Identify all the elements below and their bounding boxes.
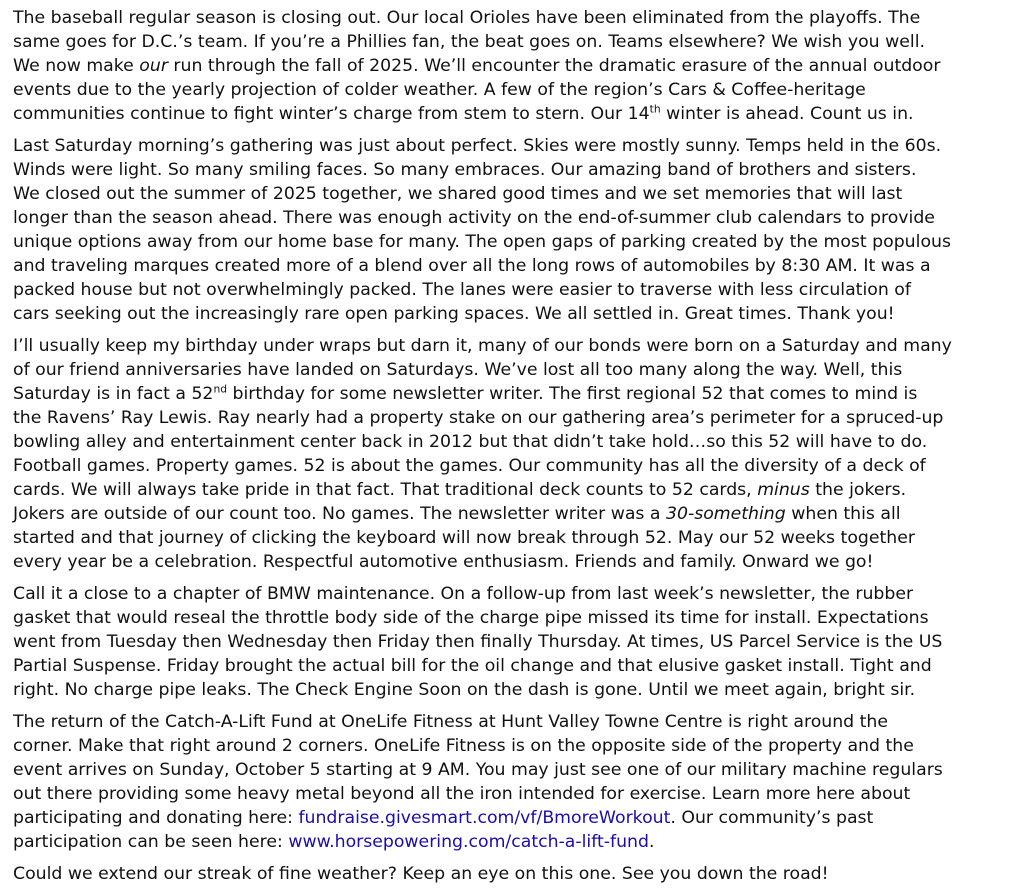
text-line: We closed out the summer of 2025 together, we shared good times and we set memories that will last <box>13 184 903 204</box>
text-run: cards. We will always take pride in that fact. That traditional deck counts to 52 cards, <box>13 480 758 500</box>
emphasis-text: 30-something <box>666 504 786 524</box>
text-line <box>13 54 1014 78</box>
text-line <box>13 830 1014 854</box>
text-run: winter is ahead. Count us in. <box>660 104 914 124</box>
text-line: out there providing some heavy metal beyond all the iron intended for exercise. Learn more here about <box>13 784 911 804</box>
text-line: corner. Make that right around 2 corners. OneLife Fitness is on the opposite side of the property and the <box>13 736 914 756</box>
text-run: communities continue to fight winter’s charge from stem to stern. Our 14 <box>13 104 650 124</box>
paragraph-season-intro <box>13 6 1014 126</box>
text-run: Saturday is in fact a 52 <box>13 384 214 404</box>
text-line <box>13 382 1014 406</box>
text-run: run through the fall of 2025. We’ll encounter the dramatic erasure of the annual outdoor <box>167 56 941 76</box>
text-run: . Our community’s past <box>670 808 874 828</box>
ordinal-suffix: nd <box>213 382 228 396</box>
text-line: The baseball regular season is closing out. Our local Orioles have been eliminated from the playoffs. The <box>13 8 921 28</box>
text-line: Last Saturday morning’s gathering was just about perfect. Skies were mostly sunny. Temps held in the 60s. <box>13 136 942 156</box>
text-line <box>13 478 1014 502</box>
text-line: Could we extend our streak of fine weather? Keep an eye on this one. See you down the road! <box>13 864 829 884</box>
text-line: started and that journey of clicking the keyboard will now break through 52. May our 52 weeks together <box>13 528 915 548</box>
horsepowering-link[interactable]: www.horsepowering.com/catch-a-lift-fund <box>288 832 649 852</box>
text-line: packed house but not overwhelmingly packed. The lanes were easier to traverse with less circulation of <box>13 280 911 300</box>
text-line <box>13 102 1014 126</box>
text-line: The return of the Catch-A-Lift Fund at OneLife Fitness at Hunt Valley Towne Centre is right around the <box>13 712 889 732</box>
givesmart-link[interactable]: fundraise.givesmart.com/vf/BmoreWorkout <box>298 808 671 828</box>
text-line: Football games. Property games. 52 is about the games. Our community has all the diversity of a deck of <box>13 456 926 476</box>
ordinal-suffix: th <box>649 102 661 116</box>
text-line: right. No charge pipe leaks. The Check Engine Soon on the dash is gone. Until we meet again, bright sir. <box>13 680 916 700</box>
emphasis-text: our <box>139 56 168 76</box>
text-run: when this all <box>785 504 901 524</box>
text-line: event arrives on Sunday, October 5 starting at 9 AM. You may just see one of our military machine regulars <box>13 760 943 780</box>
text-line: Call it a close to a chapter of BMW maintenance. On a follow-up from last week’s newsletter, the rubber <box>13 584 914 604</box>
text-line <box>13 502 1014 526</box>
text-line: same goes for D.C.’s team. If you’re a Phillies fan, the beat goes on. Teams elsewhere? We wish you well. <box>13 32 925 52</box>
text-line: unique options away from our home base for many. The open gaps of parking created by the most populous <box>13 232 951 252</box>
text-line: Partial Suspense. Friday brought the actual bill for the oil change and that elusive gasket install. Tight and <box>13 656 932 676</box>
text-run: . <box>648 832 655 852</box>
text-line: events due to the yearly projection of colder weather. A few of the region’s Cars & Coffee-heritage <box>13 80 866 100</box>
text-line: cars seeking out the increasingly rare open parking spaces. We all settled in. Great times. Thank you! <box>13 304 895 324</box>
text-line: every year be a celebration. Respectful automotive enthusiasm. Friends and family. Onward we go! <box>13 552 874 572</box>
paragraph-saturday-gathering <box>13 134 1014 326</box>
text-run: birthday for some newsletter writer. The first regional 52 that comes to mind is <box>227 384 918 404</box>
text-line: Winds were light. So many smiling faces. So many embraces. Our amazing band of brothers and sisters. <box>13 160 917 180</box>
text-line: went from Tuesday then Wednesday then Friday then finally Thursday. At times, US Parcel Service is the US <box>13 632 943 652</box>
text-run: We now make <box>13 56 140 76</box>
text-line: longer than the season ahead. There was enough activity on the end-of-summer club calendars to provide <box>13 208 935 228</box>
paragraph-closing <box>13 862 1014 886</box>
text-line: gasket that would reseal the throttle body side of the charge pipe missed its time for install. Expectations <box>13 608 929 628</box>
text-run: the jokers. <box>809 480 907 500</box>
emphasis-text: minus <box>757 480 810 500</box>
text-line: the Ravens’ Ray Lewis. Ray nearly had a property stake on our gathering area’s perimeter for a spruced-up <box>13 408 944 428</box>
text-line: I’ll usually keep my birthday under wraps but darn it, many of our bonds were born on a Saturday and many <box>13 336 952 356</box>
text-line <box>13 806 1014 830</box>
text-line: of our friend anniversaries have landed on Saturdays. We’ve lost all too many along the way. Well, this <box>13 360 903 380</box>
paragraph-bmw-maintenance <box>13 582 1014 702</box>
text-line: and traveling marques created more of a blend over all the long rows of automobiles by 8:30 AM. It was a <box>13 256 931 276</box>
text-run: participation can be seen here: <box>13 832 289 852</box>
text-run: Jokers are outside of our count too. No games. The newsletter writer was a <box>13 504 666 524</box>
paragraph-catch-a-lift <box>13 710 1014 854</box>
paragraph-birthday <box>13 334 1014 574</box>
text-run: participating and donating here: <box>13 808 299 828</box>
text-line: bowling alley and entertainment center back in 2012 but that didn’t take hold…so this 52 will have to do. <box>13 432 928 452</box>
